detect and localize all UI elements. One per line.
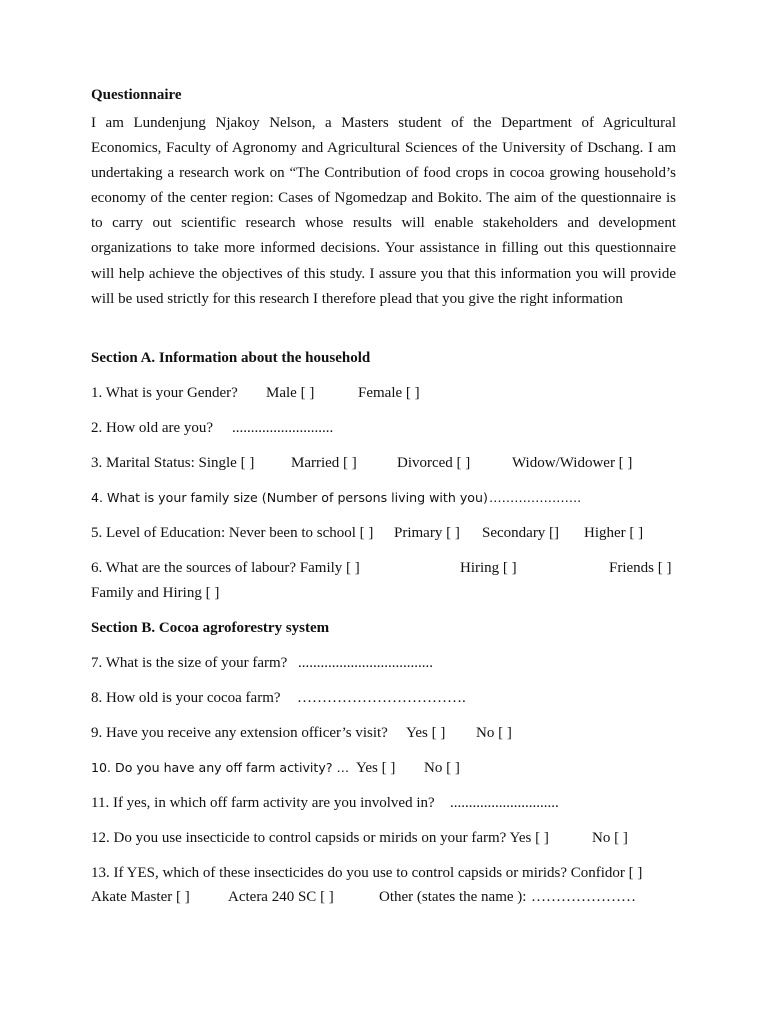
- question-7-text: 7. What is the size of your farm?: [91, 655, 288, 671]
- option-higher[interactable]: Higher [ ]: [584, 525, 644, 541]
- answer-blank-off-farm-activity[interactable]: .............................: [450, 795, 559, 811]
- question-2-text: 2. How old are you?: [91, 420, 214, 436]
- intro-paragraph: I am Lundenjung Njakoy Nelson, a Masters student of the Department of Agricultural Economics, Faculty of Agronomy and Agricultural Sciences of the University of Dschang. I am undertaking a research work on “The Contribution of food crops in cocoa growing household’s economy of the center region: Cases of Ngomedzap and Bokito. The aim of the questionnaire is to carry out scientific research whose results will enable stakeholders and development organizations to take more informed decisions. Your assistance in filling out this questionnaire will help achieve the objectives of this study. I assure you that this information you will provide will be used strictly for this research I therefore plead that you give the right information: [91, 115, 676, 307]
- question-10: [91, 758, 681, 778]
- question-12: [91, 828, 681, 848]
- answer-blank-age[interactable]: ...........................: [232, 420, 334, 436]
- question-13-options: [91, 887, 681, 907]
- question-9-text: 9. Have you receive any extension officer’s visit?: [91, 725, 388, 741]
- answer-blank-family-size[interactable]: ………………….: [489, 490, 582, 505]
- option-divorced[interactable]: Divorced [ ]: [397, 455, 471, 471]
- answer-blank-farm-age[interactable]: …………………………….: [297, 690, 466, 706]
- option-male[interactable]: Male [ ]: [266, 385, 315, 401]
- question-7: [91, 653, 681, 673]
- option-friends[interactable]: Friends [ ]: [609, 560, 672, 576]
- option-yes-off-farm[interactable]: Yes [ ]: [356, 760, 396, 776]
- question-3: [91, 453, 681, 473]
- section-a-title: Section A. Information about the household: [91, 350, 371, 366]
- section-b-title: Section B. Cocoa agroforestry system: [91, 620, 330, 636]
- question-3-text: 3. Marital Status: Single [ ]: [91, 455, 255, 471]
- question-13-text: 13. If YES, which of these insecticides do you use to control capsids or mirids? Confidor [ ]: [91, 865, 643, 881]
- question-13: [91, 863, 681, 883]
- question-6-continued: [91, 583, 681, 603]
- question-4: [91, 488, 681, 508]
- question-8: [91, 688, 681, 708]
- option-other[interactable]: Other (states the name ):: [379, 889, 527, 905]
- question-9: [91, 723, 681, 743]
- option-no-off-farm[interactable]: No [ ]: [424, 760, 460, 776]
- document-title: Questionnaire: [91, 87, 182, 103]
- option-female[interactable]: Female [ ]: [358, 385, 420, 401]
- question-1: [91, 383, 681, 403]
- option-akate-master[interactable]: Akate Master [ ]: [91, 889, 190, 905]
- option-hiring[interactable]: Hiring [ ]: [460, 560, 517, 576]
- option-secondary[interactable]: Secondary []: [482, 525, 560, 541]
- answer-blank-farm-size[interactable]: ....................................: [298, 655, 433, 671]
- question-11: [91, 793, 681, 813]
- question-1-text: 1. What is your Gender?: [91, 385, 238, 401]
- question-11-text: 11. If yes, in which off farm activity are you involved in?: [91, 795, 435, 811]
- question-6: [91, 558, 681, 578]
- option-no-extension[interactable]: No [ ]: [476, 725, 512, 741]
- question-10-text: 10. Do you have any off farm activity? …: [91, 760, 350, 775]
- option-married[interactable]: Married [ ]: [291, 455, 357, 471]
- question-4-text: 4. What is your family size (Number of persons living with you): [91, 490, 488, 505]
- option-widow-widower[interactable]: Widow/Widower [ ]: [512, 455, 633, 471]
- option-yes-extension[interactable]: Yes [ ]: [406, 725, 446, 741]
- question-8-text: 8. How old is your cocoa farm?: [91, 690, 281, 706]
- question-2: [91, 418, 681, 438]
- option-no-insecticide[interactable]: No [ ]: [592, 830, 628, 846]
- answer-blank-other-name[interactable]: …………………: [531, 889, 636, 905]
- question-12-text: 12. Do you use insecticide to control capsids or mirids on your farm? Yes [ ]: [91, 830, 549, 846]
- option-actera[interactable]: Actera 240 SC [ ]: [228, 889, 334, 905]
- question-6-text: 6. What are the sources of labour? Family [ ]: [91, 560, 360, 576]
- question-5-text: 5. Level of Education: Never been to school [ ]: [91, 525, 374, 541]
- option-family-and-hiring[interactable]: Family and Hiring [ ]: [91, 585, 220, 601]
- question-5: [91, 523, 681, 543]
- option-primary[interactable]: Primary [ ]: [394, 525, 460, 541]
